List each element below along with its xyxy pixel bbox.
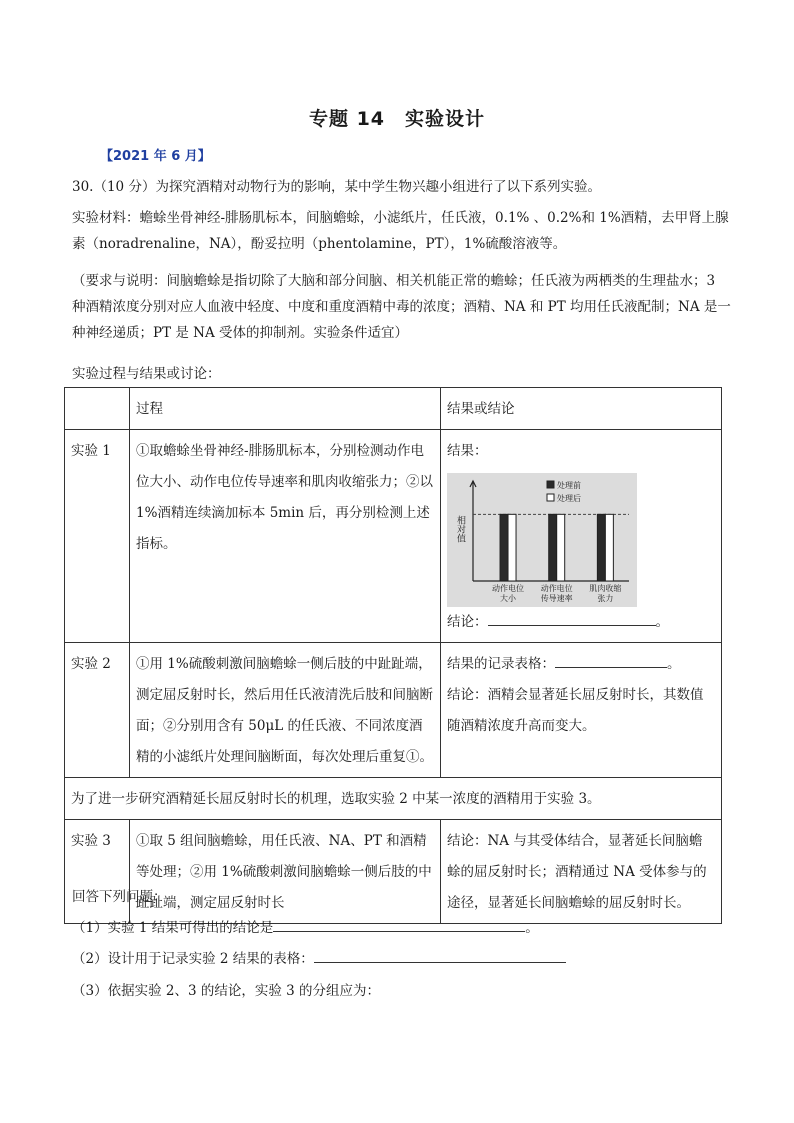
header-process: 过程	[130, 388, 441, 430]
exp3-process: ①取 5 组间脑蟾蜍，用任氏液、NA、PT 和酒精等处理；②用 1%硫酸刺激间脑蟾蜍一侧后肢的中趾趾端，测定屈反射时长	[130, 820, 441, 924]
question-1-text: （1）实验 1 结果可得出的结论是	[72, 920, 274, 936]
x-tick-label: 传导速率	[540, 594, 573, 603]
exp1-conclusion-blank[interactable]	[488, 611, 656, 626]
header-result: 结果或结论	[441, 388, 722, 430]
question-1	[72, 915, 539, 941]
exp1-result-label: 结果：	[447, 443, 488, 459]
x-tick-label: 肌肉收缩	[589, 584, 622, 593]
exp2-record-label: 结果的记录表格：	[447, 656, 555, 672]
table-header-row	[65, 388, 722, 430]
exp1-result-cell	[441, 430, 722, 643]
x-tick-label: 动作电位	[492, 584, 525, 593]
x-tick-label: 大小	[500, 594, 517, 603]
table-row-exp1	[65, 430, 722, 643]
exp2-result-cell	[441, 643, 722, 778]
exp3-conclusion: 结论：NA 与其受体结合，显著延长间脑蟾蜍的屈反射时长；酒精通过 NA 受体参与的途径，显著延长间脑蟾蜍的屈反射时长。	[441, 820, 722, 924]
exp1-result-chart	[447, 473, 637, 607]
x-tick-label: 动作电位	[540, 584, 573, 593]
page-title: 专题 14 实验设计	[308, 108, 486, 130]
bridge-text: 为了进一步研究酒精延长屈反射时长的机理，选取实验 2 中某一浓度的酒精用于实验 3。	[65, 778, 722, 820]
bar-处理后-1	[508, 514, 516, 581]
y-axis-label: 相对值	[455, 515, 465, 543]
legend-swatch	[547, 481, 554, 488]
materials-text: 实验材料：蟾蜍坐骨神经-腓肠肌标本，间脑蟾蜍，小滤纸片，任氏液，0.1% 、0.2%和 1%酒精，去甲肾上腺素（noradrenaline，NA），酚妥拉明（phentolamine，PT），1%硫酸溶液等。	[72, 210, 729, 252]
table-row-bridge	[65, 778, 722, 820]
question-1-end: 。	[525, 920, 539, 936]
requirements-text: （要求与说明：间脑蟾蜍是指切除了大脑和部分间脑、相关机能正常的蟾蜍；任氏液为两栖类的生理盐水；3 种酒精浓度分别对应人血液中轻度、中度和重度酒精中毒的浓度；酒精、NA 和 PT 均用任氏液配制；NA 是一种神经递质；PT 是 NA 受体的抑制剂。实验条件适宜）	[72, 273, 731, 341]
exp2-process: ①用 1%硫酸刺激间脑蟾蜍一侧后肢的中趾趾端，测定屈反射时长，然后用任氏液清洗后肢和间脑断面；②分别用含有 50μL 的任氏液、不同浓度酒精的小滤纸片处理间脑断面，每次处理后重复①。	[130, 643, 441, 778]
bar-处理前-2	[549, 514, 557, 581]
exp3-label: 实验 3	[65, 820, 130, 924]
exp2-record-end: 。	[667, 656, 681, 672]
question-3: （3）依据实验 2、3 的结论，实验 3 的分组应为：	[72, 983, 381, 999]
exp1-conclusion-end: 。	[655, 614, 669, 630]
exp1-conclusion-line	[447, 607, 715, 638]
question-2-blank[interactable]	[314, 948, 566, 963]
bar-chart	[447, 473, 637, 607]
question-2-text: （2）设计用于记录实验 2 结果的表格：	[72, 951, 314, 967]
process-intro: 实验过程与结果或讨论：	[72, 366, 221, 382]
question-2	[72, 946, 566, 972]
exp2-conclusion: 结论：酒精会显著延长屈反射时长，其数值随酒精浓度升高而变大。	[447, 687, 704, 734]
legend-swatch	[547, 494, 554, 501]
exp2-label: 实验 2	[65, 643, 130, 778]
exp2-record-blank[interactable]	[555, 653, 667, 668]
x-tick-label: 张力	[597, 594, 614, 603]
exp1-conclusion-label: 结论：	[447, 614, 488, 630]
legend-label: 处理后	[557, 494, 581, 503]
exp2-record-line	[447, 649, 715, 680]
bar-处理后-2	[557, 514, 565, 581]
question-intro: 30.（10 分）为探究酒精对动物行为的影响，某中学生物兴趣小组进行了以下系列实验。	[72, 179, 601, 195]
bar-处理前-3	[597, 514, 605, 581]
legend-label: 处理前	[557, 481, 581, 490]
bar-处理后-3	[605, 514, 613, 581]
exp1-label: 实验 1	[65, 430, 130, 643]
exp1-process: ①取蟾蜍坐骨神经-腓肠肌标本，分别检测动作电位大小、动作电位传导速率和肌肉收缩张力；②以 1%酒精连续滴加标本 5min 后，再分别检测上述指标。	[130, 430, 441, 643]
date-tag: 【2021 年 6 月】	[100, 149, 211, 164]
table-row-exp2	[65, 643, 722, 778]
bar-处理前-1	[500, 514, 508, 581]
experiment-table	[64, 387, 722, 924]
header-empty-cell	[65, 388, 130, 430]
questions-intro: 回答下列问题：	[72, 889, 167, 905]
question-1-blank[interactable]	[273, 917, 525, 932]
